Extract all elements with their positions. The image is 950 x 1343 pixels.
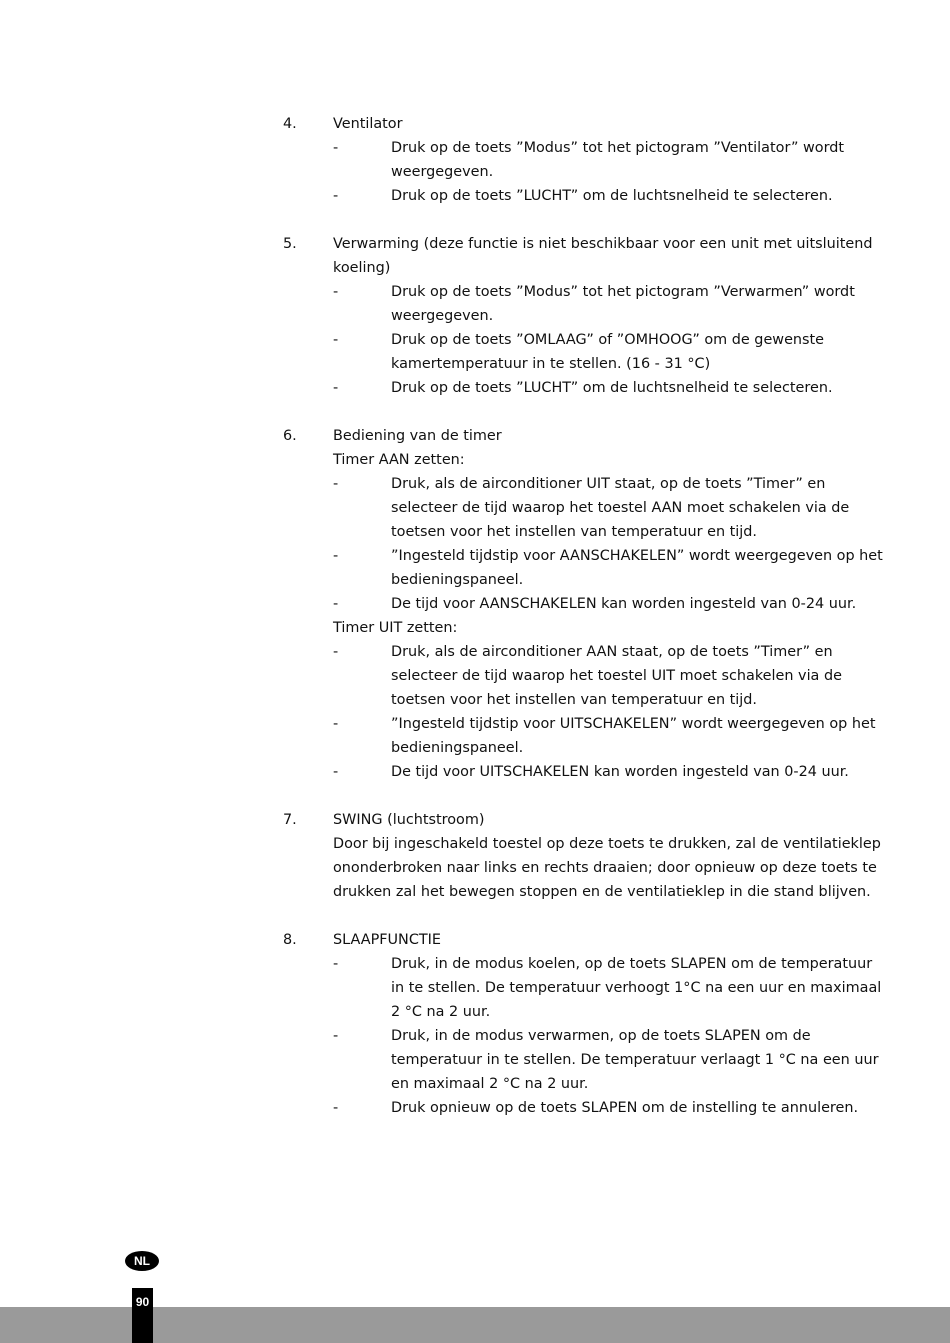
list-item-text: De tijd voor AANSCHAKELEN kan worden ingesteld van 0-24 uur. <box>391 596 857 612</box>
section-number: 5. <box>283 236 297 252</box>
bullet-dash: - <box>333 716 339 732</box>
section-heading <box>283 424 883 448</box>
bullet-dash: - <box>333 476 339 492</box>
bullet-dash: - <box>333 548 339 564</box>
bullet-dash: - <box>333 284 339 300</box>
section-title: Ventilator <box>333 116 403 132</box>
list-item-text: Druk op de toets ”OMLAAG” of ”OMHOOG” om de gewenste kamertemperatuur in te stellen. (16 - 31 °C) <box>391 332 825 372</box>
list-item <box>333 184 883 208</box>
page-number: 90 <box>132 1288 153 1343</box>
list-item <box>333 544 883 592</box>
document-body <box>283 112 883 1144</box>
list-item-text: Druk op de toets ”LUCHT” om de luchtsnelheid te selecteren. <box>391 380 833 396</box>
list-item <box>333 136 883 184</box>
list-item-text: Druk op de toets ”LUCHT” om de luchtsnelheid te selecteren. <box>391 188 833 204</box>
list-item <box>333 712 883 760</box>
section <box>283 112 883 208</box>
list-item <box>333 640 883 712</box>
list-item-text: Druk, in de modus koelen, op de toets SLAPEN om de temperatuur in te stellen. De temperatuur verhoogt 1°C na een uur en maximaal 2 °C na 2 uur. <box>391 956 882 1020</box>
section-title: SLAAPFUNCTIE <box>333 932 442 948</box>
list-item-text: ”Ingesteld tijdstip voor UITSCHAKELEN” wordt weergegeven op het bedieningspaneel. <box>391 716 876 756</box>
list-item <box>333 1096 883 1120</box>
list-item <box>333 1024 883 1096</box>
section-heading <box>283 928 883 952</box>
section-number: 4. <box>283 116 297 132</box>
list-item <box>333 760 883 784</box>
bullet-dash: - <box>333 332 339 348</box>
language-badge: NL <box>125 1251 159 1271</box>
bullet-dash: - <box>333 1100 339 1116</box>
list-item <box>333 592 883 616</box>
section-number: 8. <box>283 932 297 948</box>
section-heading <box>283 112 883 136</box>
list-item-text: Druk, als de airconditioner UIT staat, op de toets ”Timer” en selecteer de tijd waarop het toestel AAN moet schakelen via de toetsen voor het instellen van temperatuur en tijd. <box>391 476 850 540</box>
bullet-dash: - <box>333 644 339 660</box>
subheading: Timer UIT zetten: <box>333 620 458 636</box>
bullet-dash: - <box>333 140 339 156</box>
list-item-text: Druk op de toets ”Modus” tot het pictogram ”Ventilator” wordt weergegeven. <box>391 140 845 180</box>
section <box>283 808 883 904</box>
section <box>283 232 883 400</box>
list-item <box>333 952 883 1024</box>
bullet-dash: - <box>333 596 339 612</box>
list-item-text: Druk opnieuw op de toets SLAPEN om de instelling te annuleren. <box>391 1100 859 1116</box>
bullet-dash: - <box>333 380 339 396</box>
list-item <box>333 472 883 544</box>
subheading: Timer AAN zetten: <box>333 452 465 468</box>
section-number: 7. <box>283 812 297 828</box>
list-item-text: Druk, in de modus verwarmen, op de toets SLAPEN om de temperatuur in te stellen. De temperatuur verlaagt 1 °C na een uur en maximaal 2 °C na 2 uur. <box>391 1028 879 1092</box>
list-item <box>333 328 883 376</box>
bullet-dash: - <box>333 1028 339 1044</box>
section-title: SWING (luchtstroom) <box>333 812 485 828</box>
section-title: Verwarming (deze functie is niet beschikbaar voor een unit met uitsluitend koeling) <box>333 236 873 276</box>
section-heading <box>283 232 883 280</box>
section <box>283 424 883 784</box>
paragraph: Door bij ingeschakeld toestel op deze toets te drukken, zal de ventilatieklep ononderbroken naar links en rechts draaien; door opnieuw op deze toets te drukken zal het bewegen stoppen en de ventilatieklep in die stand blijven. <box>333 836 881 900</box>
bullet-dash: - <box>333 188 339 204</box>
section-title: Bediening van de timer <box>333 428 502 444</box>
list-item <box>333 280 883 328</box>
section-heading <box>283 808 883 832</box>
list-item-text: De tijd voor UITSCHAKELEN kan worden ingesteld van 0-24 uur. <box>391 764 849 780</box>
section <box>283 928 883 1120</box>
list-item <box>333 376 883 400</box>
list-item-text: Druk, als de airconditioner AAN staat, op de toets ”Timer” en selecteer de tijd waarop het toestel UIT moet schakelen via de toetsen voor het instellen van temperatuur en tijd. <box>391 644 842 708</box>
bullet-dash: - <box>333 764 339 780</box>
list-item-text: ”Ingesteld tijdstip voor AANSCHAKELEN” wordt weergegeven op het bedieningspaneel. <box>391 548 883 588</box>
bullet-dash: - <box>333 956 339 972</box>
section-number: 6. <box>283 428 297 444</box>
list-item-text: Druk op de toets ”Modus” tot het pictogram ”Verwarmen” wordt weergegeven. <box>391 284 855 324</box>
